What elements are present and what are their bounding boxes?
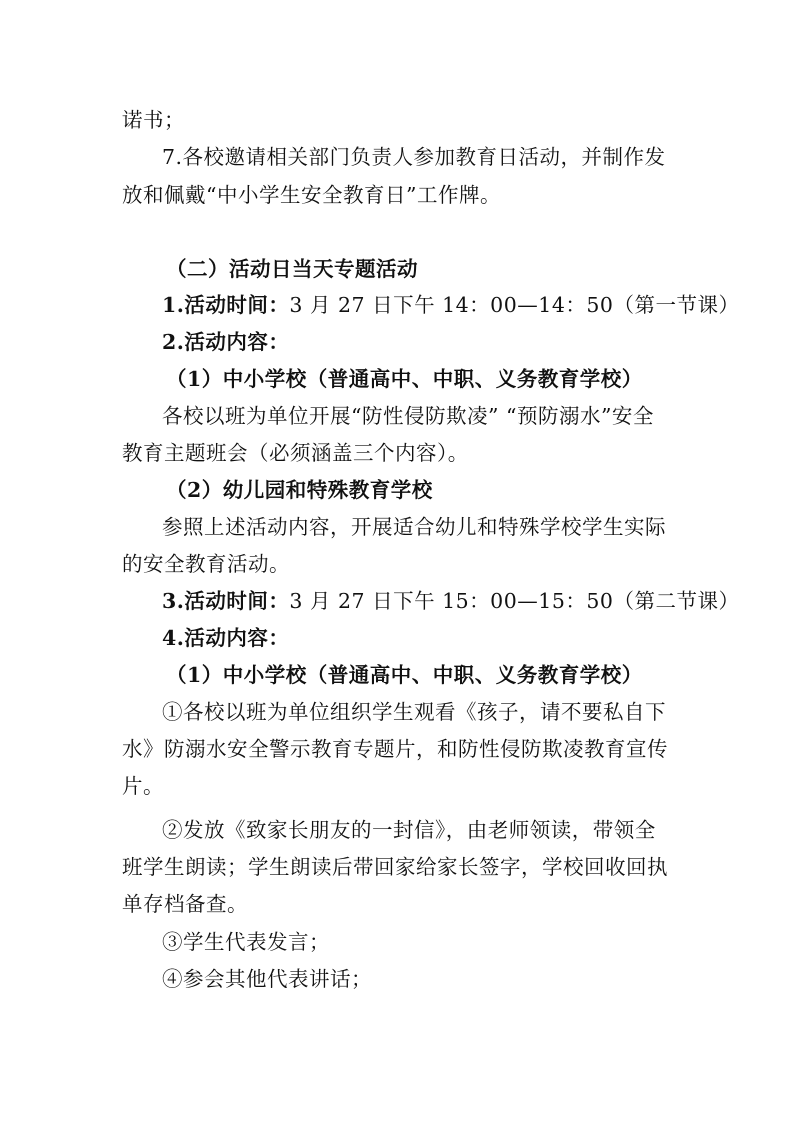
activity-time-value: 3 月 27 日下午 14：00—14：50（第一节课）	[289, 293, 740, 317]
paragraph-line: 的安全教育活动。	[122, 552, 290, 576]
paragraph-line: ④参会其他代表讲话；	[162, 967, 372, 991]
subsection-heading: （2）幼儿园和特殊教育学校	[166, 478, 433, 502]
paragraph-line: 放和佩戴“中小学生安全教育日”工作牌。	[122, 183, 501, 207]
activity-time-label: 3.活动时间：	[162, 589, 290, 613]
activity-content-label: 4.活动内容：	[162, 626, 290, 650]
paragraph-line: 班学生朗读；学生朗读后带回家给家长签字，学校回收回执	[122, 855, 668, 879]
paragraph-line: 各校以班为单位开展“防性侵防欺凌” “预防溺水”安全	[162, 404, 654, 428]
paragraph-line: 参照上述活动内容，开展适合幼儿和特殊学校学生实际	[162, 515, 666, 539]
subsection-heading: （1）中小学校（普通高中、中职、义务教育学校）	[166, 367, 643, 391]
activity-time-label: 1.活动时间：	[162, 293, 290, 317]
activity-time-line	[162, 586, 740, 616]
paragraph-line: 7.各校邀请相关部门负责人参加教育日活动，并制作发	[162, 145, 666, 169]
paragraph-line: ③学生代表发言；	[162, 930, 330, 954]
paragraph-line: ①各校以班为单位组织学生观看《孩子，请不要私自下	[162, 700, 666, 724]
paragraph-line: 教育主题班会（必须涵盖三个内容）。	[122, 441, 469, 465]
paragraph-line: 水》防溺水安全警示教育专题片，和防性侵防欺凌教育宣传	[122, 737, 668, 761]
paragraph-line: 单存档备查。	[122, 892, 248, 916]
activity-time-line	[162, 290, 740, 320]
paragraph-line: ②发放《致家长朋友的一封信》，由老师领读，带领全	[162, 818, 656, 842]
subsection-heading: （1）中小学校（普通高中、中职、义务教育学校）	[166, 663, 643, 687]
section-heading: （二）活动日当天专题活动	[166, 257, 418, 281]
paragraph-line: 诺书；	[122, 108, 185, 132]
activity-time-value: 3 月 27 日下午 15：00—15：50（第二节课）	[289, 589, 740, 613]
activity-content-label: 2.活动内容：	[162, 330, 290, 354]
paragraph-line: 片。	[122, 774, 164, 798]
